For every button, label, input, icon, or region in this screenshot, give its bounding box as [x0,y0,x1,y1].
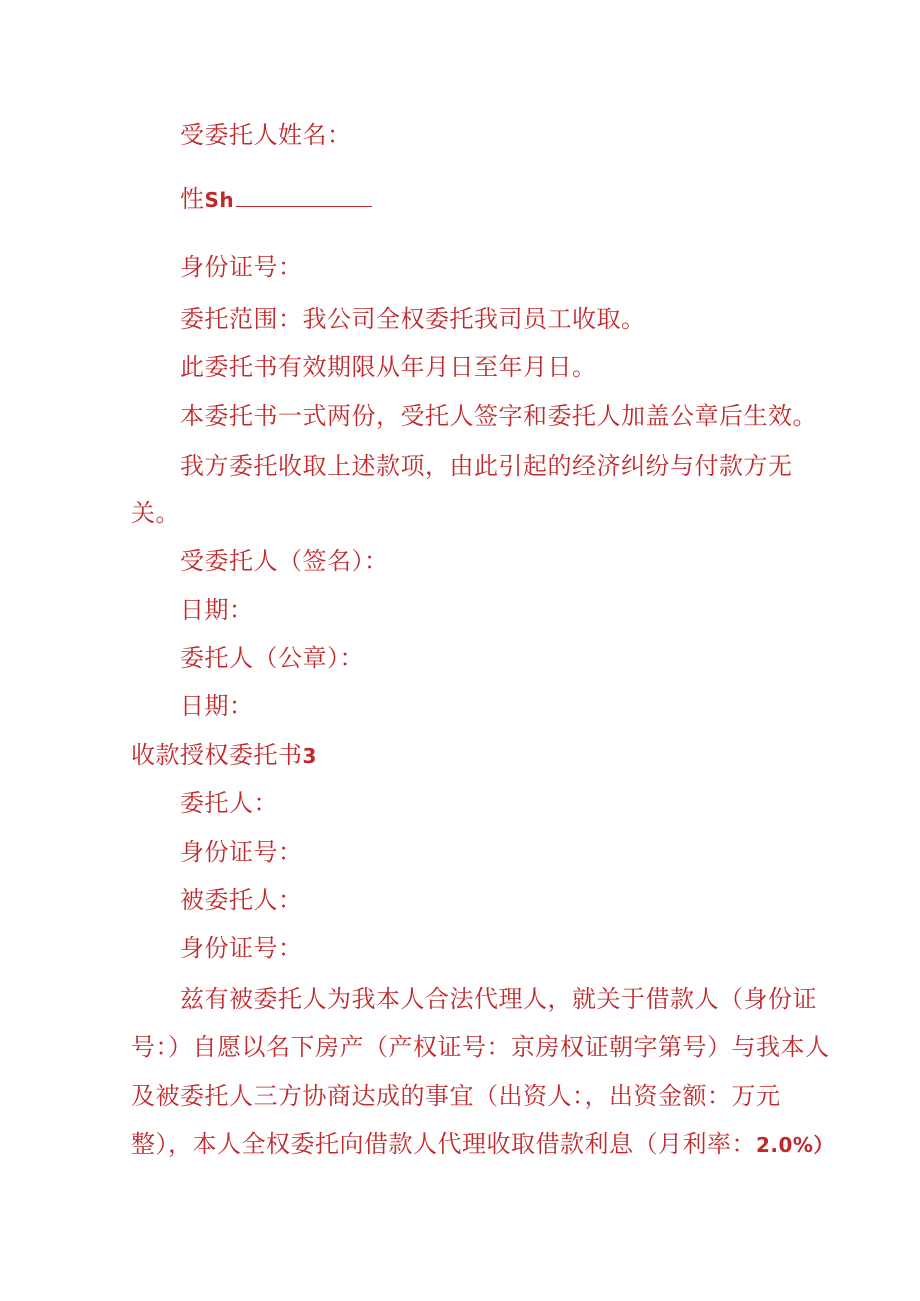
id-number-label: 身份证号： [180,253,303,281]
date-label-2: 日期： [180,692,254,720]
trustee-name-label: 受委托人姓名： [180,121,352,149]
paragraph-line-3: 及被委托人三方协商达成的事宜（出资人：，出资金额：万元 [131,1082,781,1110]
paragraph-line-1: 兹有被委托人为我本人合法代理人，就关于借款人（身份证 [180,985,817,1013]
gender-line [180,184,372,215]
date-label-1: 日期： [180,596,254,624]
principal-seal-label: 委托人（公章）： [180,644,364,672]
paragraph-line-2: 号：）自愿以名下房产（产权证号：京房权证朝字第号）与我本人 [131,1033,830,1061]
gender-blank-line [236,188,372,207]
scope-line: 委托范围：我公司全权委托我司员工收取。 [180,305,646,333]
gender-suffix: Sh [204,188,235,212]
monthly-rate-value: 2.0%） [756,1133,834,1157]
paragraph-line-4-text: 整），本人全权委托向借款人代理收取借款利息（月利率： [131,1130,756,1158]
copies-line: 本委托书一式两份，受托人签字和委托人加盖公章后生效。 [180,402,817,430]
paragraph-line-4 [131,1129,834,1160]
liability-line: 我方委托收取上述款项，由此引起的经济纠纷与付款方无 [180,452,793,480]
section-title [131,740,317,771]
liability-line-cont: 关。 [131,499,180,527]
agent-label: 被委托人： [180,886,303,914]
section-title-text: 收款授权委托书 [131,741,303,769]
validity-line: 此委托书有效期限从年月日至年月日。 [180,353,597,381]
agent-id-label: 身份证号： [180,934,303,962]
trustee-signature-label: 受委托人（签名）： [180,547,389,575]
section-title-number: 3 [302,744,317,768]
principal-label: 委托人： [180,789,278,817]
gender-label: 性 [180,185,205,213]
principal-id-label: 身份证号： [180,838,303,866]
